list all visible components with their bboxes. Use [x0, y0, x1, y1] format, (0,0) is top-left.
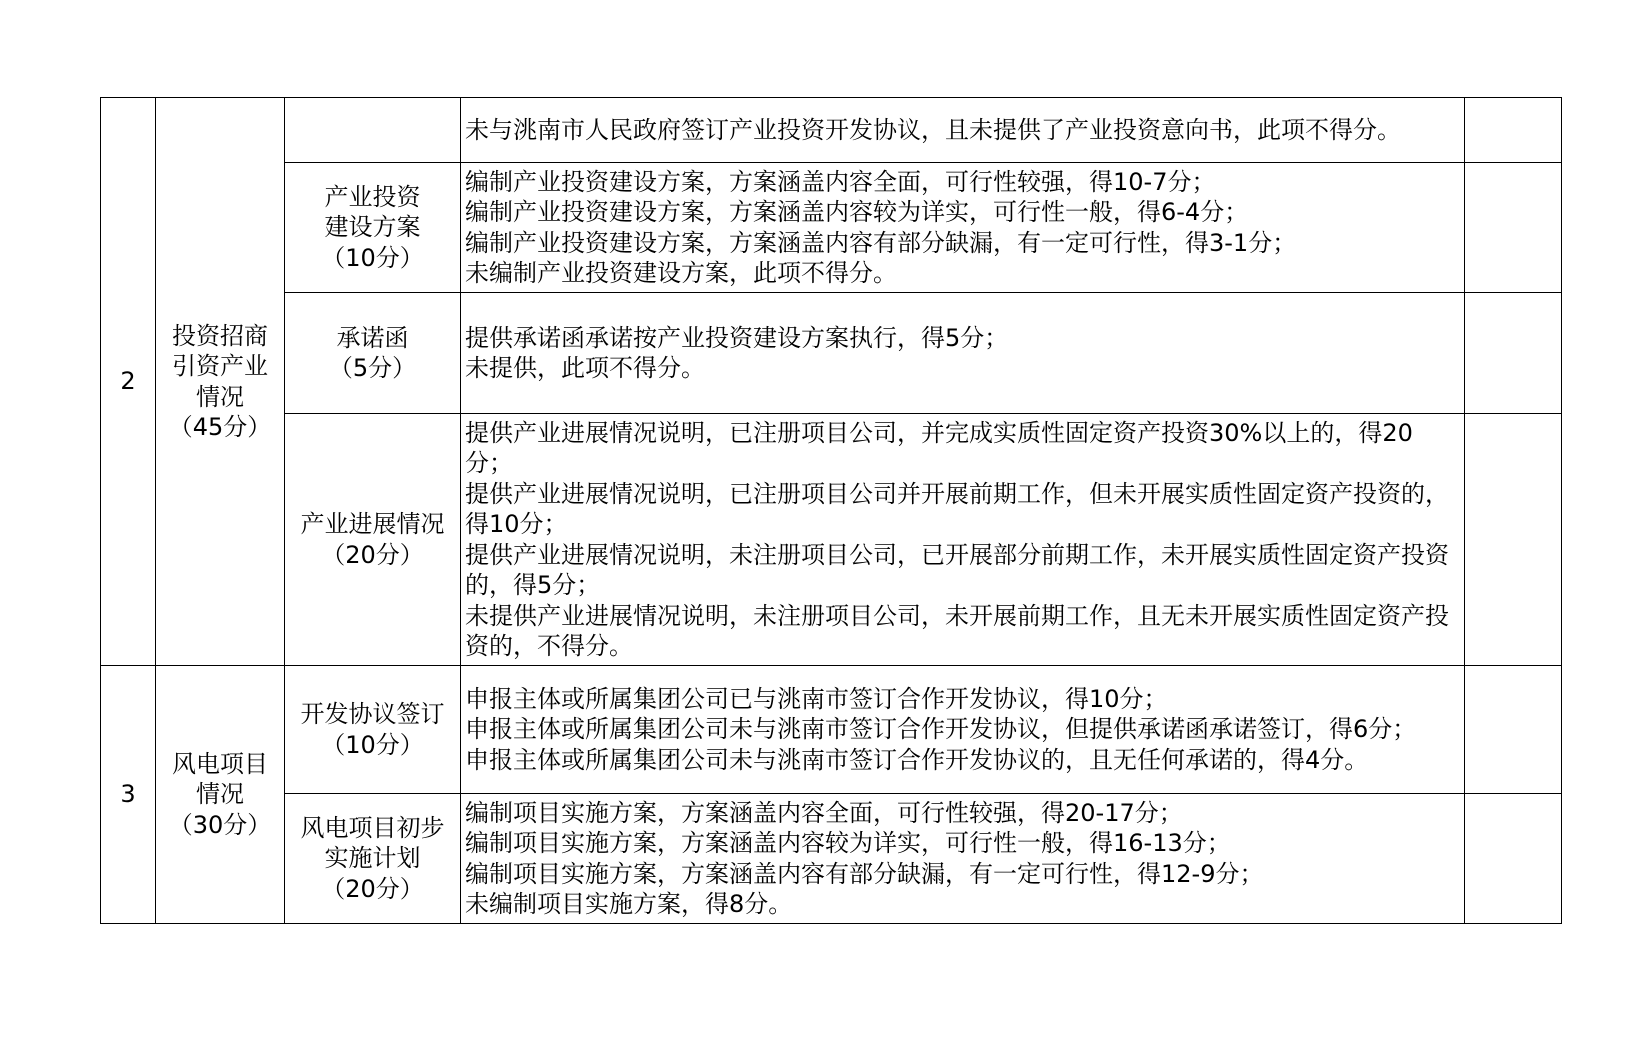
sub-item-line: 产业进展情况	[300, 510, 445, 538]
criteria-cell	[461, 414, 1465, 666]
sub-item-line: 风电项目初步	[300, 813, 445, 842]
score-cell	[1465, 293, 1562, 414]
sub-item-line: 承诺函	[336, 323, 409, 352]
category-line: （30分）	[168, 810, 272, 839]
sub-item-cell	[285, 414, 461, 666]
category-line: 投资招商	[172, 321, 268, 350]
criteria-line: 编制产业投资建设方案，方案涵盖内容较为详实，可行性一般，得6-4分；	[465, 198, 1249, 226]
criteria-line: 申报主体或所属集团公司未与洮南市签订合作开发协议的，且无任何承诺的，得4分。	[465, 745, 1369, 774]
table-row	[101, 293, 1562, 414]
category-line: 情况	[196, 780, 244, 809]
sub-item-cell	[285, 163, 461, 293]
criteria-cell	[461, 666, 1465, 794]
sub-item-line: （20分）	[321, 874, 424, 903]
sub-item-line: 开发协议签订	[300, 700, 445, 728]
sub-item-cell	[285, 666, 461, 794]
table-row	[101, 666, 1562, 794]
criteria-line: 提供承诺函承诺按产业投资建设方案执行，得5分；	[465, 323, 1009, 352]
category-line: （45分）	[168, 413, 272, 441]
sub-item-cell	[285, 794, 461, 924]
sub-item-line: 建设方案	[324, 213, 421, 242]
sub-item-line: （10分）	[321, 730, 424, 759]
sub-item-line: （20分）	[321, 540, 424, 569]
item-number: 2	[120, 367, 136, 396]
table-row	[101, 414, 1562, 666]
sub-item-cell	[285, 98, 461, 163]
criteria-cell	[461, 163, 1465, 293]
criteria-cell	[461, 98, 1465, 163]
criteria-line: 编制项目实施方案，方案涵盖内容有部分缺漏，有一定可行性，得12-9分；	[465, 859, 1264, 888]
category-line: 风电项目	[172, 749, 268, 778]
score-cell	[1465, 666, 1562, 794]
sub-item-line: 实施计划	[324, 844, 421, 873]
criteria-line: 编制产业投资建设方案，方案涵盖内容有部分缺漏，有一定可行性，得3-1分；	[465, 228, 1297, 257]
scoring-table	[100, 97, 1562, 924]
table-row	[101, 163, 1562, 293]
criteria-line: 申报主体或所属集团公司未与洮南市签订合作开发协议，但提供承诺函承诺签订，得6分；	[465, 715, 1417, 744]
criteria-cell	[461, 794, 1465, 924]
category-cell	[156, 98, 285, 666]
criteria-line: 未编制项目实施方案，得8分。	[465, 890, 793, 918]
item-number-cell	[101, 666, 156, 924]
criteria-line: 申报主体或所属集团公司已与洮南市签订合作开发协议，得10分；	[465, 684, 1168, 713]
table-row	[101, 794, 1562, 924]
sub-item-line: （5分）	[328, 354, 417, 382]
category-cell	[156, 666, 285, 924]
score-cell	[1465, 163, 1562, 293]
category-line: 情况	[196, 382, 244, 411]
sub-item-line: 产业投资	[324, 182, 421, 211]
criteria-line: 提供产业进展情况说明，已注册项目公司，并完成实质性固定资产投资30%以上的，得20分；	[465, 418, 1413, 477]
sub-item-line: （10分）	[321, 243, 424, 272]
criteria-line: 未与洮南市人民政府签订产业投资开发协议，且未提供了产业投资意向书，此项不得分。	[465, 115, 1401, 144]
item-number-cell	[101, 98, 156, 666]
criteria-line: 编制产业投资建设方案，方案涵盖内容全面，可行性较强，得10-7分；	[465, 167, 1216, 196]
score-cell	[1465, 794, 1562, 924]
category-line: 引资产业	[172, 352, 268, 380]
score-cell	[1465, 98, 1562, 163]
criteria-line: 未编制产业投资建设方案，此项不得分。	[465, 259, 897, 287]
criteria-line: 提供产业进展情况说明，未注册项目公司，已开展部分前期工作，未开展实质性固定资产投资的，得5分；	[465, 540, 1449, 599]
score-cell	[1465, 414, 1562, 666]
criteria-cell	[461, 293, 1465, 414]
criteria-line: 编制项目实施方案，方案涵盖内容较为详实，可行性一般，得16-13分；	[465, 829, 1231, 857]
table-row	[101, 98, 1562, 163]
criteria-line: 编制项目实施方案，方案涵盖内容全面，可行性较强，得20-17分；	[465, 798, 1183, 827]
criteria-line: 未提供，此项不得分。	[465, 354, 705, 382]
criteria-line: 提供产业进展情况说明，已注册项目公司并开展前期工作，但未开展实质性固定资产投资的，得10分；	[465, 479, 1449, 538]
criteria-line: 未提供产业进展情况说明，未注册项目公司，未开展前期工作，且无未开展实质性固定资产投资的，不得分。	[465, 601, 1449, 660]
sub-item-cell	[285, 293, 461, 414]
item-number: 3	[120, 780, 136, 809]
